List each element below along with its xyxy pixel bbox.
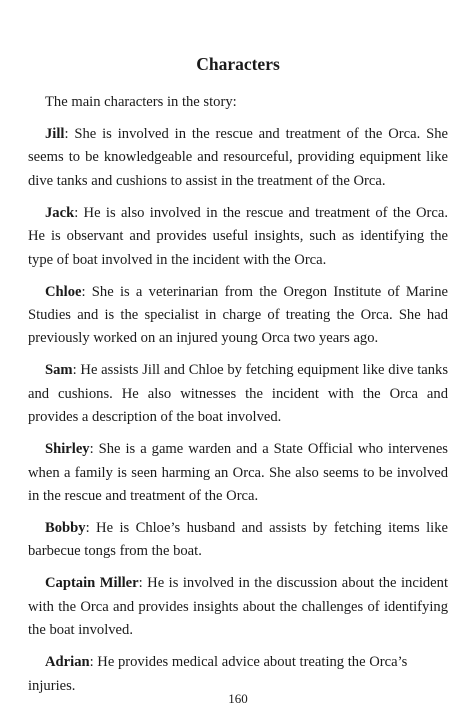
body-text xyxy=(28,91,448,707)
character-paragraph-chloe xyxy=(28,281,448,351)
character-name: Jill xyxy=(45,126,65,142)
character-description: : She is a game warden and a State Official who intervenes when a family is seen harming an Orca. She also seems to be involved in the rescue and treatment of the Orca. xyxy=(28,441,448,505)
character-name: Sam xyxy=(45,362,73,379)
character-name: Adrian xyxy=(45,654,90,671)
character-paragraph-bobby xyxy=(28,517,448,564)
character-paragraph-jack xyxy=(28,202,448,272)
character-paragraph-jill xyxy=(28,123,448,193)
character-description: : She is involved in the rescue and treatment of the Orca. She seems to be knowledgeable and resourceful, providing equipment like dive tanks and cushions to assist in the treatment of the Orca. xyxy=(28,126,448,189)
character-description: : He provides medical advice about treating the Orca’s injuries. xyxy=(28,654,408,694)
character-name: Chloe xyxy=(45,283,82,300)
character-name: Bobby xyxy=(45,520,86,537)
intro-paragraph: The main characters in the story: xyxy=(45,94,237,110)
page-title: Characters xyxy=(196,54,280,74)
book-page xyxy=(28,0,448,721)
page-number: 160 xyxy=(228,691,248,706)
character-description: : He assists Jill and Chloe by fetching equipment like dive tanks and cushions. He also witnesses the incident with the Orca and provides a description of the boat involved. xyxy=(28,362,448,426)
character-name: Shirley xyxy=(45,441,90,458)
character-description: : He is involved in the discussion about the incident with the Orca and provides insights about the challenges of identifying the boat involved. xyxy=(28,575,449,639)
character-paragraph-captain-miller xyxy=(28,572,448,642)
character-description: : He is Chloe’s husband and assists by fetching items like barbecue tongs from the boat. xyxy=(28,520,448,560)
character-paragraph-shirley xyxy=(28,438,448,508)
character-name: Jack xyxy=(45,204,75,221)
character-paragraph-sam xyxy=(28,359,448,429)
character-description: : She is a veterinarian from the Oregon Institute of Marine Studies and is the specialist in charge of treating the Orca. She had previously worked on an injured young Orca two years ago. xyxy=(28,283,448,347)
character-description: : He is also involved in the rescue and treatment of the Orca. He is observant and provides useful insights, such as identifying the type of boat involved in the incident with the Orca. xyxy=(28,204,448,268)
character-name: Captain Miller xyxy=(45,575,139,592)
